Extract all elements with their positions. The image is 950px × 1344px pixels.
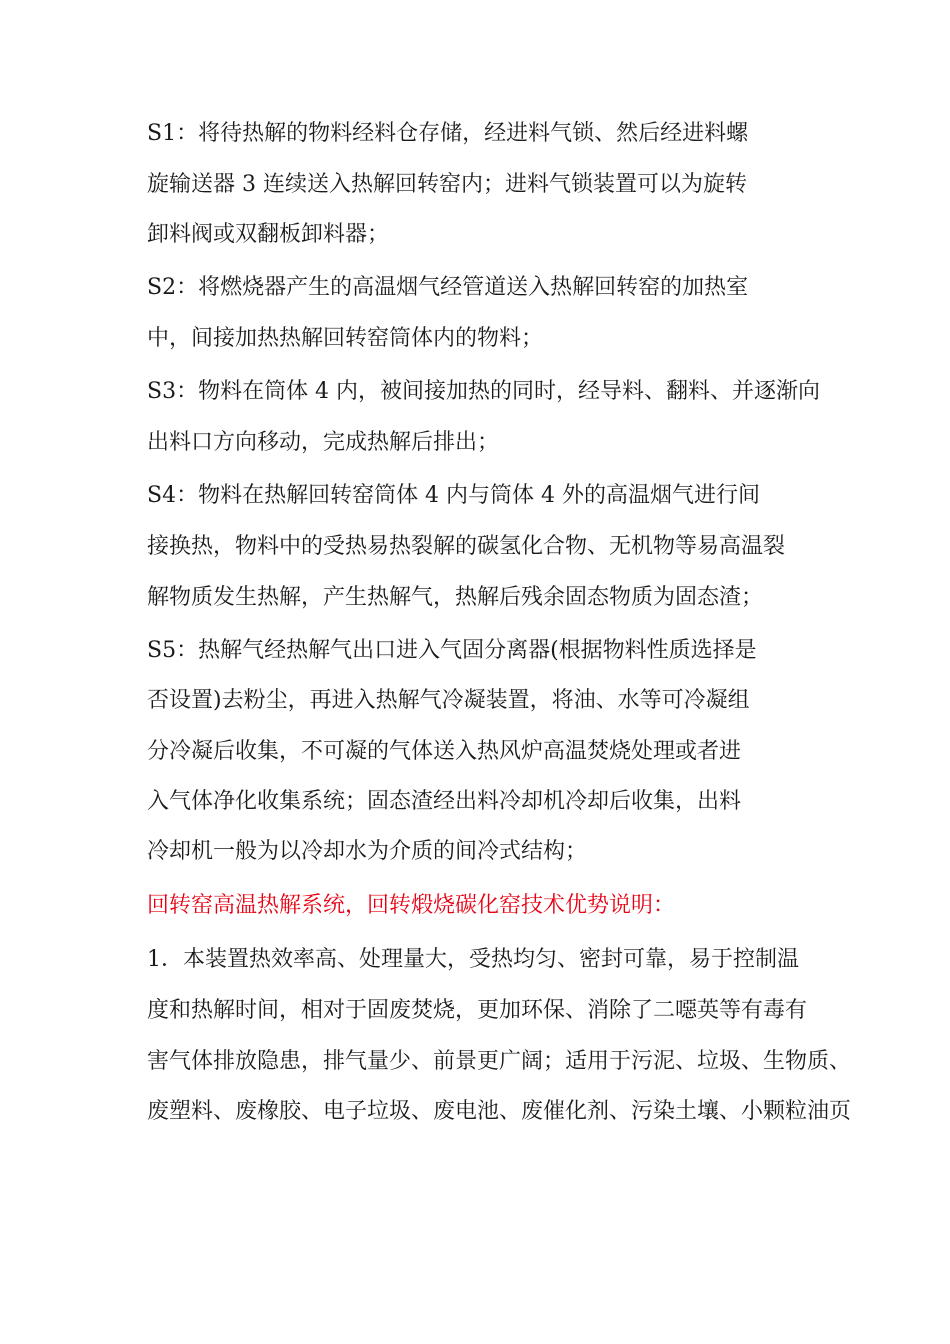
- s3-line-2: 出料口方向移动，完成热解后排出；: [147, 430, 500, 455]
- advantage-1-line-3: 害气体排放隐患，排气量少、前景更广阔；适用于污泥、垃圾、生物质、: [147, 1049, 852, 1074]
- advantage-1-line-1: 1．本装置热效率高、处理量大，受热均匀、密封可靠，易于控制温: [147, 947, 799, 972]
- s5-line-3: 分冷凝后收集，不可凝的气体送入热风炉高温焚烧处理或者进: [147, 739, 742, 764]
- s1-line-3: 卸料阀或双翻板卸料器；: [147, 222, 390, 247]
- s5-line-2: 否设置)去粉尘，再进入热解气冷凝装置，将油、水等可冷凝组: [147, 688, 750, 713]
- section-heading: 回转窑高温热解系统，回转煅烧碳化窑技术优势说明：: [147, 893, 676, 918]
- s2-line-2: 中，间接加热热解回转窑筒体内的物料；: [147, 326, 544, 351]
- s4-line-3: 解物质发生热解，产生热解气，热解后残余固态物质为固态渣；: [147, 585, 764, 610]
- s5-line-5: 冷却机一般为以冷却水为介质的间冷式结构；: [147, 839, 588, 864]
- s5-line-4: 入气体净化收集系统；固态渣经出料冷却机冷却后收集，出料: [147, 789, 742, 814]
- s4-line-1: S4：物料在热解回转窑筒体 4 内与筒体 4 外的高温烟气进行间: [147, 483, 761, 508]
- s1-line-2: 旋输送器 3 连续送入热解回转窑内；进料气锁装置可以为旋转: [147, 172, 747, 197]
- advantage-1-line-4: 废塑料、废橡胶、电子垃圾、废电池、废催化剂、污染土壤、小颗粒油页: [147, 1099, 852, 1124]
- advantage-1-line-2: 度和热解时间，相对于固废焚烧，更加环保、消除了二噁英等有毒有: [147, 998, 808, 1023]
- s3-line-1: S3：物料在筒体 4 内，被间接加热的同时，经导料、翻料、并逐渐向: [147, 379, 821, 404]
- s5-line-1: S5：热解气经热解气出口进入气固分离器(根据物料性质选择是: [147, 638, 757, 663]
- s4-line-2: 接换热，物料中的受热易热裂解的碳氢化合物、无机物等易高温裂: [147, 534, 786, 559]
- s1-line-1: S1：将待热解的物料经料仓存储，经进料气锁、然后经进料螺: [147, 121, 749, 146]
- s2-line-1: S2：将燃烧器产生的高温烟气经管道送入热解回转窑的加热室: [147, 275, 749, 300]
